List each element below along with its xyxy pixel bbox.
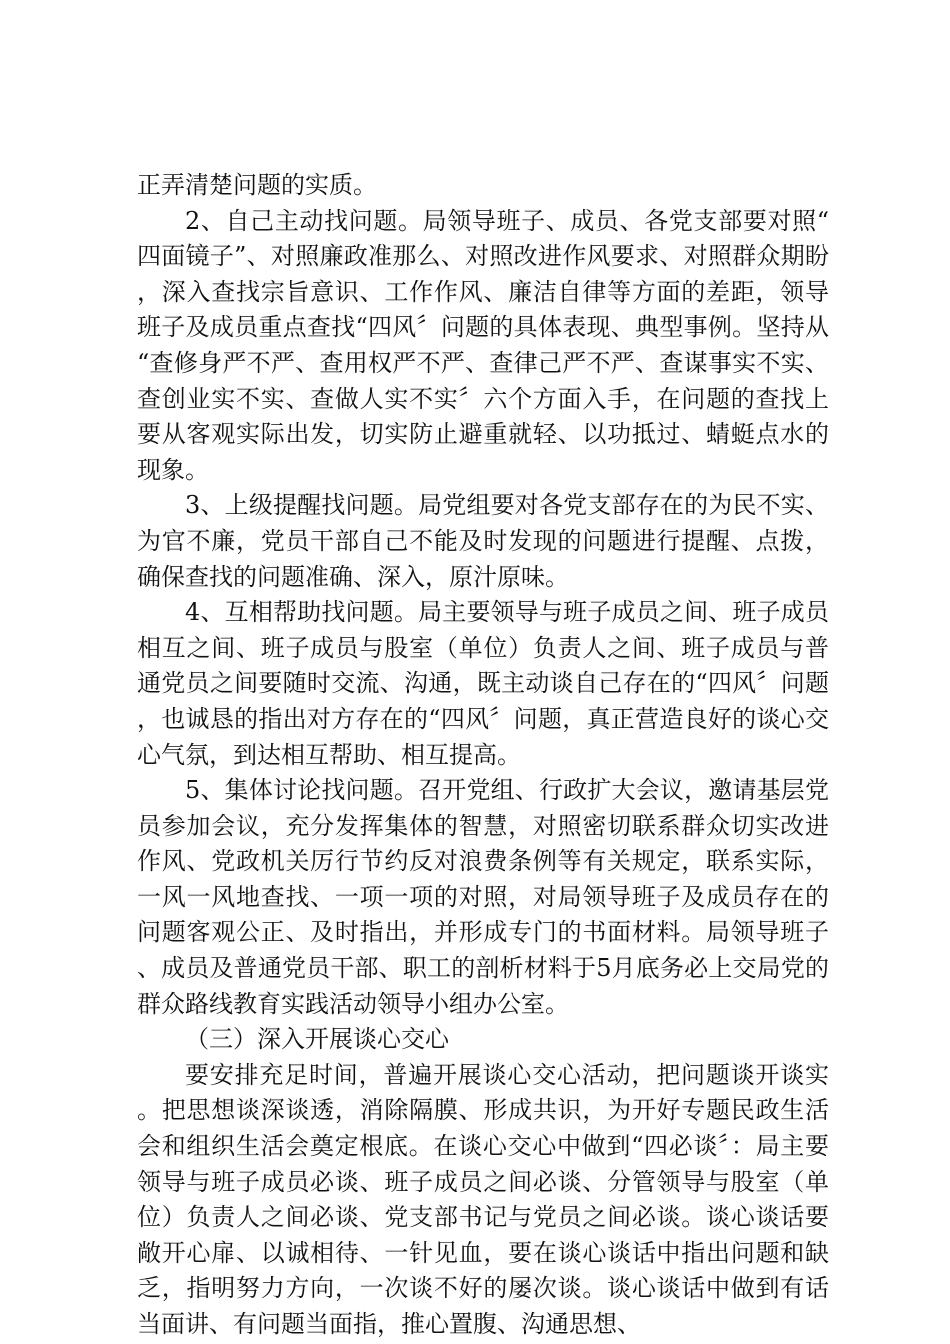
document-body — [137, 168, 829, 1343]
paragraph-item-5: 5、集体讨论找问题。召开党组、行政扩大会议，邀请基层党员参加会议，充分发挥集体的智慧，对照密切联系群众切实改进作风、党政机关厉行节约反对浪费条例等有关规定，联系实际，一风一风地查找、一项一项的对照，对局领导班子及成员存在的问题客观公正、及时指出，并形成专门的书面材料。局领导班子、成员及普通党员干部、职工的剖析材料于5月底务必上交局党的群众路线教育实践活动领导小组办公室。 — [137, 776, 829, 1018]
paragraph-item-3: 3、上级提醒找问题。局党组要对各党支部存在的为民不实、为官不廉，党员干部自己不能及时发现的问题进行提醒、点拨，确保查找的问题准确、深入，原汁原味。 — [137, 491, 829, 591]
section-heading-3: （三）深入开展谈心交心 — [185, 1025, 449, 1054]
paragraph-heart-to-heart: 要安排充足时间，普遍开展谈心交心活动，把问题谈开谈实。把思想谈深谈透，消除隔膜、形成共识，为开好专题民政生活会和组织生活会奠定根底。在谈心交心中做到“四必谈〞：局主要领导与班子成员必谈、班子成员之间必谈、分管领导与股室（单位）负责人之间必谈、党支部书记与党员之间必谈。谈心谈话要敞开心扉、以诚相待、一针见血，要在谈心谈话中指出问题和缺乏，指明努力方向，一次谈不好的屡次谈。谈心谈话中做到有话当面讲、有问题当面指，推心置腹、沟通思想、 — [137, 1060, 829, 1338]
paragraph-item-4: 4、互相帮助找问题。局主要领导与班子成员之间、班子成员相互之间、班子成员与股室（单位）负责人之间、班子成员与普通党员之间要随时交流、沟通，既主动谈自己存在的“四风〞问题，也诚恳的指出对方存在的“四风〞问题，真正营造良好的谈心交心气氛，到达相互帮助、相互提高。 — [137, 598, 829, 769]
paragraph-continuation: 正弄清楚问题的实质。 — [137, 171, 377, 199]
paragraph-item-2: 2、自己主动找问题。局领导班子、成员、各党支部要对照“四面镜子”、对照廉政准那么、对照改进作风要求、对照群众期盼，深入查找宗旨意识、工作作风、廉洁自律等方面的差距，领导班子及成员重点查找“四风〞问题的具体表现、典型事例。坚持从“查修身严不严、查用权严不严、查律己严不严、查谋事实不实、查创业实不实、查做人实不实〞六个方面入手，在问题的查找上要从客观实际出发，切实防止避重就轻、以功抵过、蜻蜓点水的现象。 — [137, 206, 829, 484]
